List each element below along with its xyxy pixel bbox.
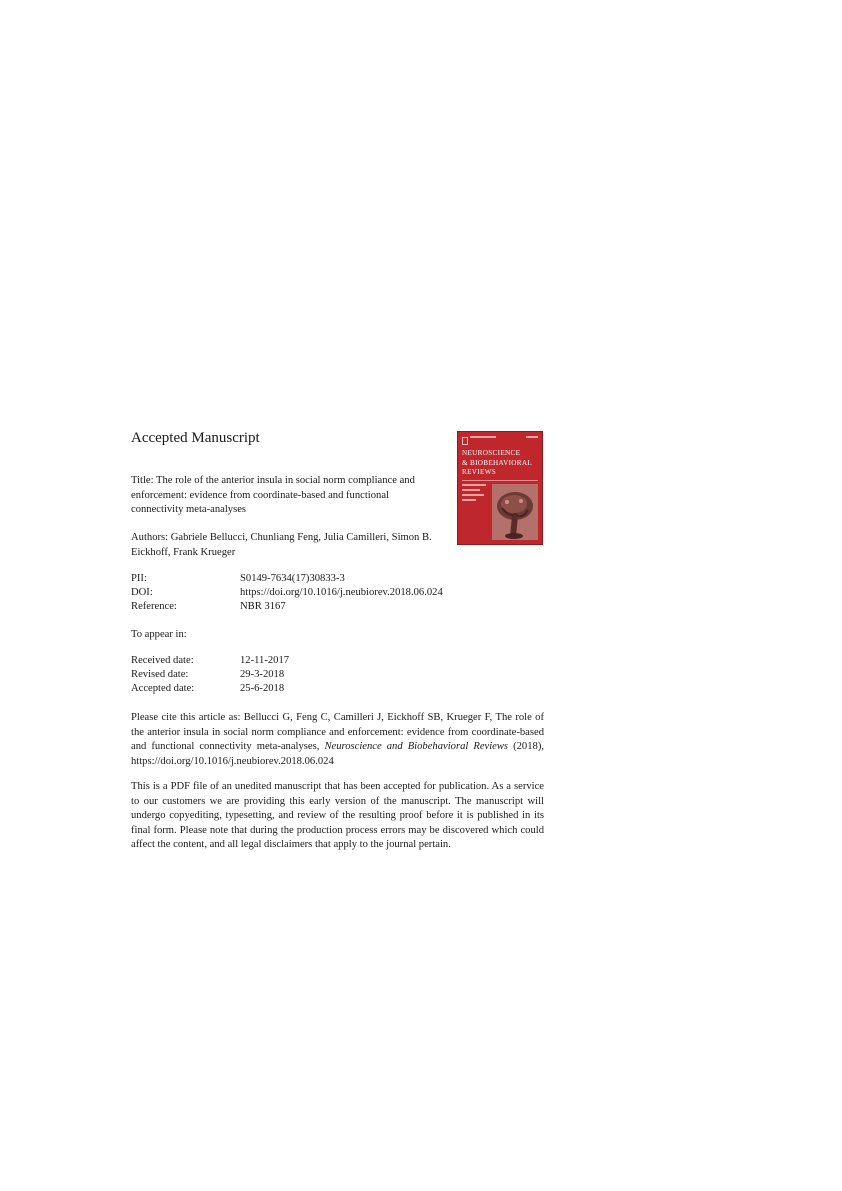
cover-journal-title-line1: NEUROSCIENCE <box>462 449 521 457</box>
cover-top-bar <box>462 435 538 440</box>
revised-value: 29-3-2018 <box>240 669 285 680</box>
pii-label: PII: <box>131 573 147 584</box>
cover-divider <box>462 480 538 481</box>
received-label: Received date: <box>131 655 194 666</box>
received-row <box>131 654 289 668</box>
cover-journal-title-line2: & BIOBEHAVIORAL <box>462 458 533 467</box>
to-appear-in: To appear in: <box>131 629 187 640</box>
article-dates <box>131 654 289 696</box>
cover-small-text <box>462 484 490 504</box>
cover-journal-title <box>462 449 539 478</box>
pii-value: S0149-7634(17)30833-3 <box>240 573 345 584</box>
citation-suffix: (2018), https://doi.org/10.1016/j.neubiorev.2018.06.024 <box>131 741 544 767</box>
accepted-row <box>131 682 289 696</box>
citation-paragraph <box>131 711 544 769</box>
article-title: Title: The role of the anterior insula in social norm compliance and enforcement: evidence from coordinate-based and functional connectivity meta-analyses <box>131 475 415 515</box>
received-value: 12-11-2017 <box>240 655 290 666</box>
accepted-label: Accepted date: <box>131 683 195 694</box>
page-heading: Accepted Manuscript <box>131 430 260 446</box>
citation-journal: Neuroscience and Biobehavioral Reviews <box>324 741 509 752</box>
citation-prefix: Please cite this article as: Bellucci G, Feng C, Camilleri J, Eickhoff SB, Krueger F, The role of the anterior insula in social norm compliance and enforcement: evidence from coordinate-based and functional connectivity meta-analyses, <box>131 712 544 752</box>
brain-illustration-icon <box>492 484 538 540</box>
doi-value[interactable]: https://doi.org/10.1016/j.neubiorev.2018.06.024 <box>240 587 443 598</box>
article-identifiers <box>131 572 443 614</box>
manuscript-notice: This is a PDF file of an unedited manuscript that has been accepted for publication. As a service to our customers we are providing this early version of the manuscript. The manuscript will undergo copyediting, typesetting, and review of the resulting proof before it is published in its final form. Please note that during the production process errors may be discovered which could affect the content, and all legal disclaimers that apply to the journal pertain. <box>131 781 544 850</box>
revised-label: Revised date: <box>131 669 189 680</box>
accepted-value: 25-6-2018 <box>240 683 285 694</box>
reference-row <box>131 600 443 614</box>
journal-cover-image <box>457 431 543 545</box>
reference-value: NBR 3167 <box>240 601 286 612</box>
doi-row <box>131 586 443 600</box>
pii-row <box>131 572 443 586</box>
reference-label: Reference: <box>131 601 177 612</box>
article-authors: Authors: Gabriele Bellucci, Chunliang Feng, Julia Camilleri, Simon B. Eickhoff, Frank Krueger <box>131 532 432 558</box>
doi-label: DOI: <box>131 587 153 598</box>
revised-row <box>131 668 289 682</box>
cover-journal-title-line3: REVIEWS <box>462 468 497 476</box>
